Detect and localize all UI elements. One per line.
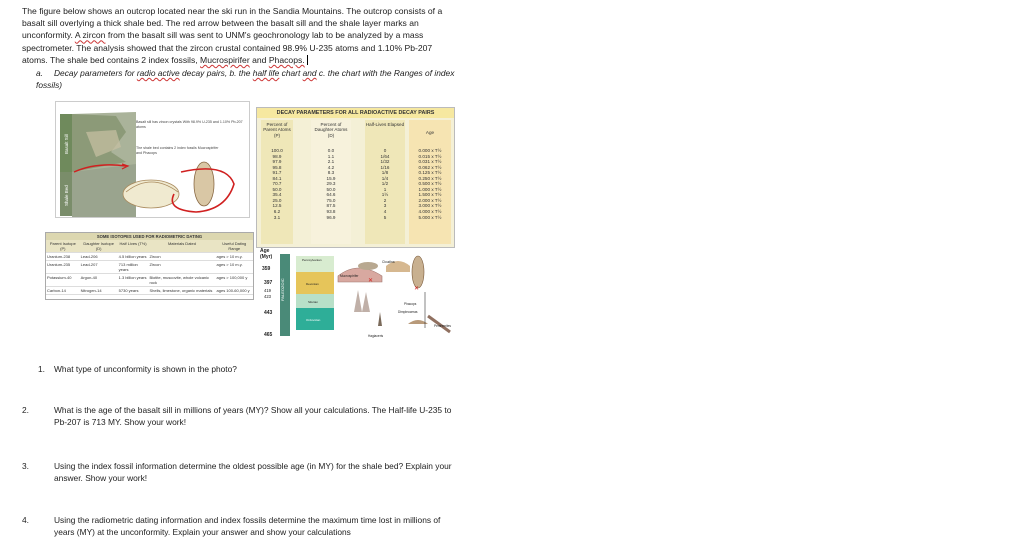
halflives-cell: 1/64 [380,153,390,159]
isotopes-row [46,253,253,261]
sub-underline-2: half life [252,68,280,78]
age-cell: 0.500 x T½ [418,181,442,187]
intro-text-1: The figure below shows an outcrop located near the ski run in the Sandia Mountains. The outcrop consists of a basalt sill overlying a thick shale bed. The red arrow between the basalt sill and the shale layer marks an unconformity. [22,6,443,41]
isotopes-header: Parent Isotope (P) [46,240,80,253]
isotopes-cell: Potassium-40 [46,274,80,287]
intro-text-2: from the basalt sill was sent to UNM's geochronology lab to be analyzed by a mass spectrometer. The analysis showed that the zircon crustal contained 98.9% U-235 atoms and 1.10% Pb-207 atoms. The shale bed contains 2 index fossils, [22,30,433,65]
tick-443: 443 [264,310,273,316]
halflives-cell: 1/32 [380,159,390,165]
parent-cell: 50.0 [272,186,282,192]
isotopes-cell: ages 100-60,000 y [216,287,253,295]
isotopes-header: Materials Dated [148,240,215,253]
question-4 [22,514,458,538]
age-cell: 0.125 x T½ [418,170,442,176]
parent-cell: 91.7 [272,170,282,176]
isotopes-cell: Lead-207 [80,261,118,274]
intro-zircon: A zircon [74,30,106,41]
parent-cell: 35.4 [272,192,282,198]
isotopes-header: Daughter Isotope (D) [80,240,118,253]
question-2 [22,404,458,428]
decay-header-age: Age [425,130,435,135]
age-cell: 5.000 x T½ [418,214,442,220]
isotopes-title: SOME ISOTOPES USED FOR RADIOMETRIC DATING [46,233,253,240]
isotopes-cell: Shells, limestone, organic materials [148,287,215,295]
isotopes-header: Useful Dating Range [216,240,253,253]
tick-465: 465 [264,332,273,338]
intro-text-3: and [249,54,269,65]
label-basalt-sill: Basalt Sill [64,134,69,154]
isotopes-cell: Biotite, muscovite, whole volcanic rock [148,274,215,287]
question-number: 1. [38,364,45,374]
tick-419: 419 [264,288,271,293]
age-cell: 0.062 x T½ [418,164,442,170]
age-cell: 3.000 x T½ [418,203,442,209]
isotopes-row [46,274,253,287]
isotopes-cell: ages > 100,000 y [216,274,253,287]
sub-text-d: chart [279,68,303,78]
daughter-cell: 50.0 [326,186,336,192]
halflives-cell: 1 [383,186,387,192]
svg-text:✕: ✕ [368,278,374,284]
sub-item-number: a. [36,68,43,78]
label-shale-bed: Shale Bed [64,185,69,206]
parent-cell: 25.0 [272,197,282,203]
question-text: What type of unconformity is shown in the photo? [54,364,237,374]
halflives-cell: 4 [383,209,387,215]
daughter-cell: 93.8 [326,209,336,215]
isotopes-row [46,287,253,295]
decay-col-age [409,148,451,220]
daughter-cell: 87.5 [326,203,336,209]
photo-note-1: Basalt sill has zircon crystals With 98.9% U-235 and 1.10% Pb-207 atoms [136,120,243,129]
fossil-range-chart [258,246,456,342]
fossil-name-4: Dimpleoceras [398,310,418,314]
fossil-name-3: Phacops [404,302,417,306]
daughter-cell: 8.3 [327,170,335,176]
age-cell: 1.000 x T½ [418,186,442,192]
question-text: Using the radiometric dating information and index fossils determine the maximum time lost in millions of years (MY) at the unconformity. Explain your answer and show your calculations [54,515,441,537]
parent-cell: 70.7 [272,181,282,187]
isotopes-cell: ages > 10 m.y. [216,261,253,274]
isotopes-cell: 713 million years [118,261,149,274]
age-axis-label: Age (Myr) [260,248,273,260]
parent-cell: 100.0 [271,148,283,153]
sub-underline-1: radio active [136,68,180,78]
isotopes-cell: Uranium-235 [46,261,80,274]
isotopes-header: Half Lives (T½) [118,240,149,253]
daughter-cell: 4.2 [327,164,335,170]
daughter-cell: 29.3 [326,181,336,187]
isotopes-cell: 5730 years [118,287,149,295]
parent-cell: 95.8 [272,164,282,170]
decay-col-parent [261,148,293,220]
halflives-cell: 1/2 [381,181,389,187]
tick-359: 359 [262,266,271,272]
outcrop-photo [55,101,250,218]
halflives-cell: 1/16 [380,164,390,170]
question-text: Using the index fossil information determine the oldest possible age (in MY) for the shale bed? Explain your answer. Show your work! [54,461,452,483]
parent-cell: 3.1 [273,214,281,220]
photo-note-2: The shale bed contains 2 index fossils Mucrospirifer and Phacops [136,146,219,155]
fossil-name-2: Cloudina [382,260,395,264]
age-cell: 2.000 x T½ [418,197,442,203]
age-cell: 1.500 x T½ [418,192,442,198]
intro-fossil-1: Mucrospirifer [200,54,250,65]
sub-text-c: b. the [229,68,253,78]
isotopes-cell: Carbon-14 [46,287,80,295]
daughter-cell: 2.1 [327,159,335,165]
fossil-name-6: Pentremites [434,324,452,328]
parent-cell: 6.2 [273,209,281,215]
svg-text:✕: ✕ [414,286,420,292]
range-label-4: Ordovician [306,318,321,322]
range-label-2: Devonian [306,282,319,286]
age-cell: 0.000 x T½ [418,148,442,153]
decay-col-halflives [365,148,405,220]
question-1 [38,363,458,375]
daughter-cell: 96.9 [326,214,336,220]
range-label-1: Pennsylvanian [302,258,322,262]
intro-fossil-2: Phacops. [268,54,305,65]
age-cell: 0.250 x T½ [418,175,442,181]
range-label-3: Silurian [308,300,319,304]
halflives-cell: 5 [383,214,387,220]
text-cursor [307,55,308,65]
decay-col-daughter [311,148,351,220]
isotopes-row [46,261,253,274]
sub-text-b: decay pairs, [179,68,230,78]
sub-text-a: Decay parameters for [54,68,137,78]
halflives-cell: 3 [383,203,387,209]
parent-cell: 84.1 [272,175,282,181]
isotopes-cell: Uranium-238 [46,253,80,261]
isotopes-cell: 4.5 billion years [118,254,147,259]
halflives-cell: 0 [383,148,387,153]
sub-item-a [36,67,456,91]
age-cell: 0.015 x T½ [418,153,442,159]
daughter-cell: 75.0 [326,197,336,203]
isotopes-cell: 1.3 billion years [118,274,149,287]
parent-cell: 12.5 [272,203,282,209]
age-cell: 0.031 x T½ [418,159,442,165]
tick-397: 397 [264,280,273,286]
intro-paragraph [22,5,452,66]
question-text: What is the age of the basalt sill in millions of years (MY)? Show all your calculations. The Half-life U-235 to Pb-207 is 713 MY. Show your work! [54,405,452,427]
daughter-cell: 1.1 [327,153,335,159]
isotopes-cell: Argon-40 [80,274,118,287]
period-label: PALEOZOIC [280,278,285,302]
isotopes-cell: Lead-206 [80,253,118,261]
question-number: 3. [22,461,29,471]
halflives-cell: 1½ [381,192,389,198]
decay-header-daughter: Percent of Daughter Atoms (D) [314,122,348,138]
parent-cell: 97.9 [272,159,282,165]
fossil-name-1: Mucrospirifer [340,274,359,278]
isotopes-cell: Nitrogen-14 [80,287,118,295]
fossil-name-5: Hagiaceris [368,334,384,338]
halflives-cell: 1/4 [381,175,389,181]
halflives-cell: 2 [383,197,387,203]
sub-underline-3: and [302,68,317,78]
daughter-cell: 15.9 [326,175,336,181]
halflives-cell: 1/8 [381,170,389,176]
isotopes-cell: Zircon [148,261,215,274]
decay-header-parent: Percent of Parent Atoms (P) [263,122,291,138]
decay-table-title: DECAY PARAMETERS FOR ALL RADIOACTIVE DECAY PAIRS [257,108,454,118]
question-3 [22,460,458,484]
isotopes-cell: Zircon [148,253,215,261]
isotopes-grid [46,240,253,295]
daughter-cell: 0.0 [327,148,335,153]
sub-text-e: c. the chart with the Ranges of index fossils) [36,68,455,90]
tick-423: 423 [264,294,271,299]
daughter-cell: 64.6 [326,192,336,198]
isotopes-table [45,232,254,300]
isotopes-cell: ages > 10 m.y. [216,253,253,261]
question-number: 4. [22,515,29,525]
question-number: 2. [22,405,29,415]
decay-parameters-table [256,107,455,248]
decay-header-halflives: Half-Lives Elapsed [365,122,405,127]
parent-cell: 98.9 [272,153,282,159]
age-cell: 4.000 x T½ [418,209,442,215]
